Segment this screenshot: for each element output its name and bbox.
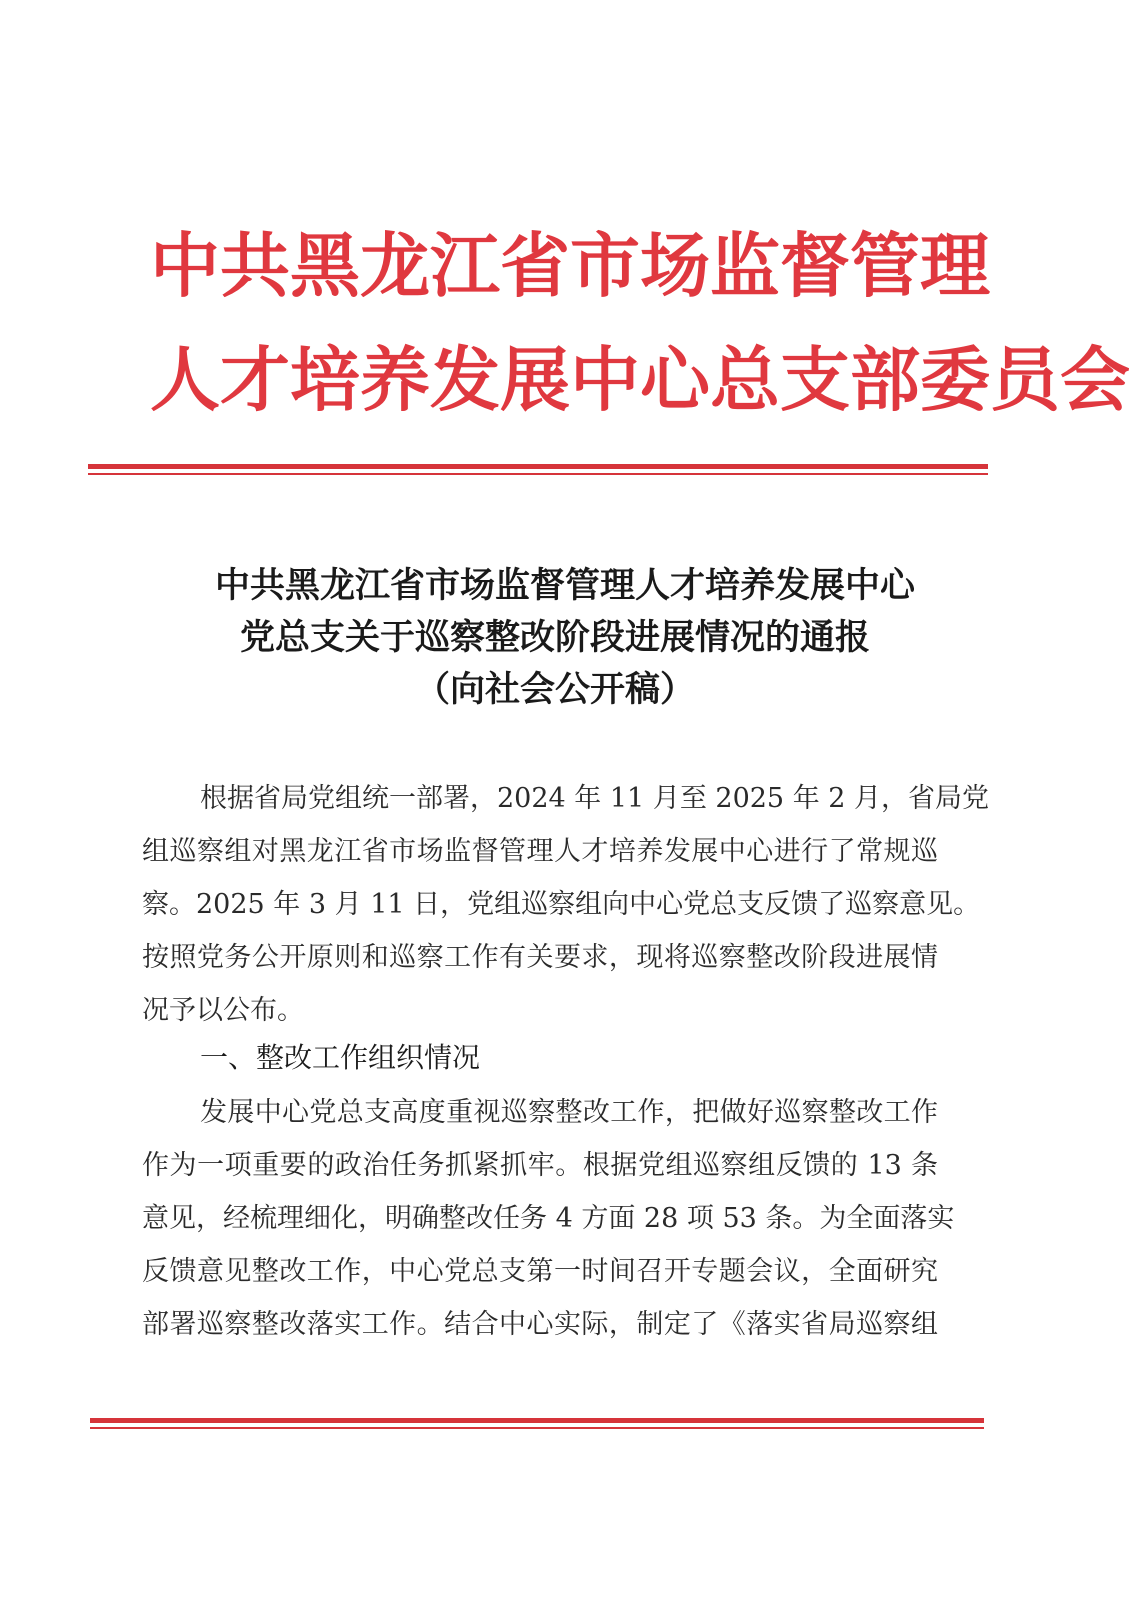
letterhead-red-rule: [88, 464, 988, 475]
paragraph-line: 发展中心党总支高度重视巡察整改工作，把做好巡察整改工作: [200, 1097, 938, 1128]
paragraph-line: 察。2025 年 3 月 11 日，党组巡察组向中心党总支反馈了巡察意见。: [142, 889, 981, 920]
paragraph-line: 意见，经梳理细化，明确整改任务 4 方面 28 项 53 条。为全面落实: [142, 1203, 955, 1234]
footer-red-rule: [90, 1418, 984, 1429]
paragraph-intro: [142, 772, 990, 1037]
document-title-line-3: （向社会公开稿）: [414, 670, 695, 710]
paragraph-line: 部署巡察整改落实工作。结合中心实际，制定了《落实省局巡察组: [142, 1309, 938, 1340]
paragraph-section-1: [142, 1086, 955, 1351]
document-title-line-1: 中共黑龙江省市场监督管理人才培养发展中心: [214, 566, 915, 606]
paragraph-line: 按照党务公开原则和巡察工作有关要求，现将巡察整改阶段进展情: [142, 942, 938, 973]
paragraph-line: 组巡察组对黑龙江省市场监督管理人才培养发展中心进行了常规巡: [142, 836, 938, 867]
letterhead-line-2: 人才培养发展中心总支部委员会: [150, 339, 1130, 421]
paragraph-line: 作为一项重要的政治任务抓紧抓牢。根据党组巡察组反馈的 13 条: [142, 1150, 938, 1181]
paragraph-line: 况予以公布。: [142, 995, 304, 1026]
letterhead-line-1: 中共黑龙江省市场监督管理: [150, 225, 990, 307]
document-title-line-2: 党总支关于巡察整改阶段进展情况的通报: [239, 618, 870, 658]
section-heading: 一、整改工作组织情况: [200, 1041, 481, 1074]
paragraph-line: 根据省局党组统一部署，2024 年 11 月至 2025 年 2 月，省局党: [200, 783, 990, 814]
paragraph-line: 反馈意见整改工作，中心党总支第一时间召开专题会议，全面研究: [142, 1256, 938, 1287]
